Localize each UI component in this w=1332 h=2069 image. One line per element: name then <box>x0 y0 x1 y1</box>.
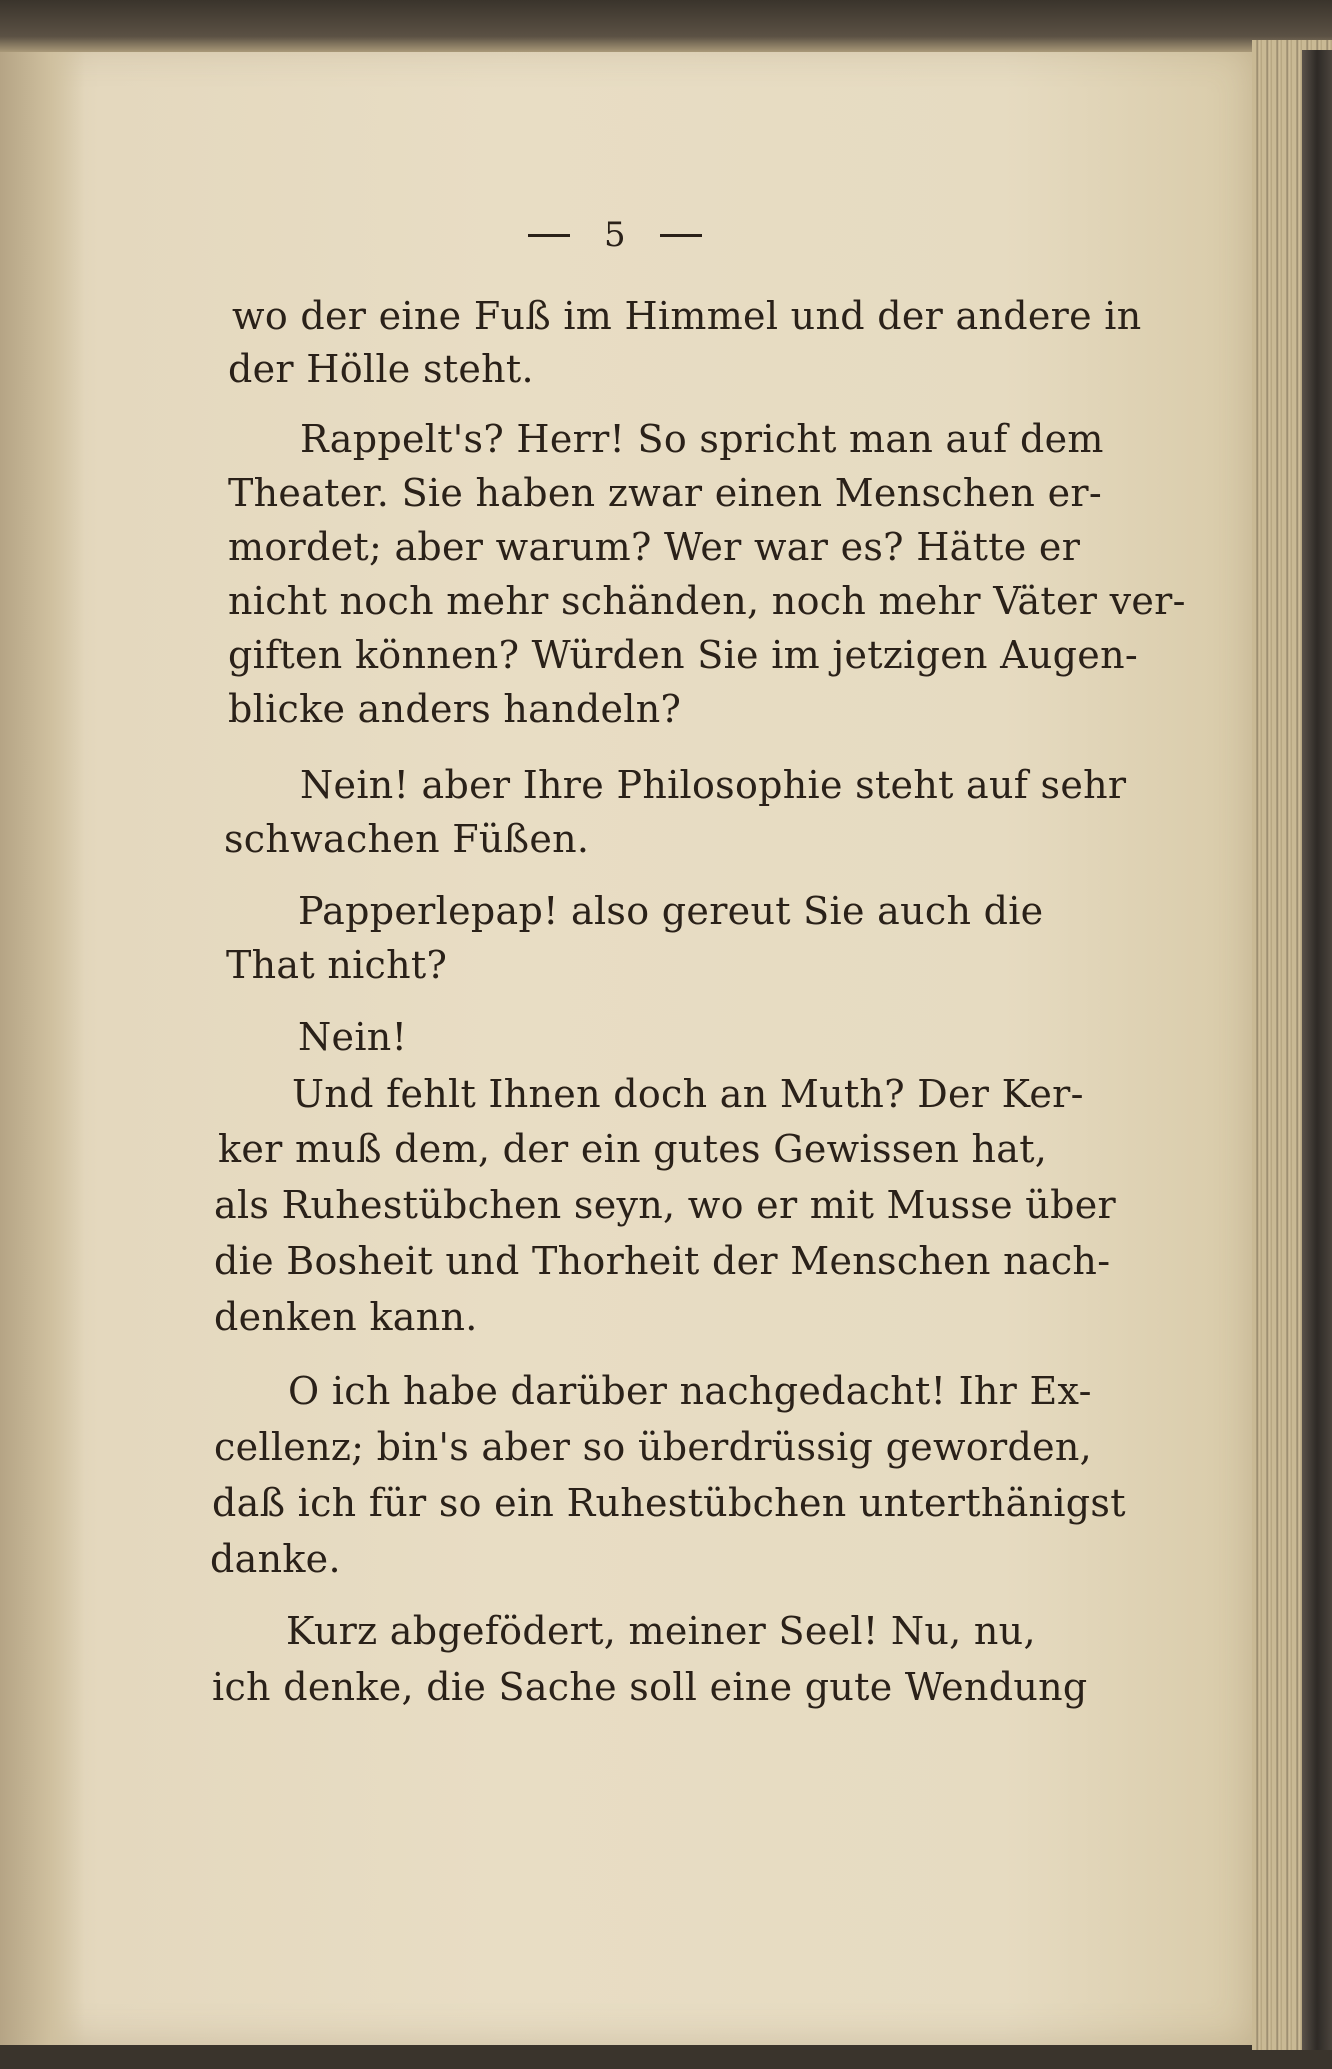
text-line: ker muß dem, der ein gutes Gewissen hat, <box>218 1127 1048 1171</box>
text-line: Theater. Sie haben zwar einen Menschen er- <box>228 471 1102 515</box>
text-line: That nicht? <box>226 943 448 987</box>
text-line: cellenz; bin's aber so überdrüssig geworden, <box>214 1425 1093 1469</box>
page-number: 5 <box>604 215 626 255</box>
text-line: blicke anders handeln? <box>228 687 682 731</box>
text-line: Nein! <box>298 1015 408 1059</box>
text-line: Papperlepap! also gereut Sie auch die <box>298 889 1044 933</box>
text-line: denken kann. <box>214 1295 478 1339</box>
text-line: die Bosheit und Thorheit der Menschen nach- <box>214 1239 1111 1283</box>
text-line: der Hölle steht. <box>228 347 534 391</box>
text-line: wo der eine Fuß im Himmel und der andere in <box>232 294 1142 338</box>
header-dash-right <box>660 234 702 237</box>
page-header <box>500 205 730 265</box>
text-line: schwachen Füßen. <box>224 817 590 861</box>
text-line: Rappelt's? Herr! So spricht man auf dem <box>300 417 1104 461</box>
text-line: Nein! aber Ihre Philosophie steht auf sehr <box>300 763 1127 807</box>
text-line: danke. <box>210 1537 341 1581</box>
text-line: mordet; aber warum? Wer war es? Hätte er <box>228 525 1081 569</box>
text-line: O ich habe darüber nachgedacht! Ihr Ex- <box>288 1369 1092 1413</box>
text-line: Und fehlt Ihnen doch an Muth? Der Ker- <box>292 1072 1084 1116</box>
header-dash-left <box>528 234 570 237</box>
text-line: nicht noch mehr schänden, noch mehr Väter ver- <box>228 579 1186 623</box>
text-line: giften können? Würden Sie im jetzigen Augen- <box>228 633 1138 677</box>
text-line: Kurz abgefödert, meiner Seel! Nu, nu, <box>286 1609 1036 1653</box>
text-line: daß ich für so ein Ruhestübchen unterthänigst <box>212 1481 1126 1525</box>
text-line: ich denke, die Sache soll eine gute Wendung <box>212 1665 1088 1709</box>
text-line: als Ruhestübchen seyn, wo er mit Musse über <box>214 1183 1116 1227</box>
